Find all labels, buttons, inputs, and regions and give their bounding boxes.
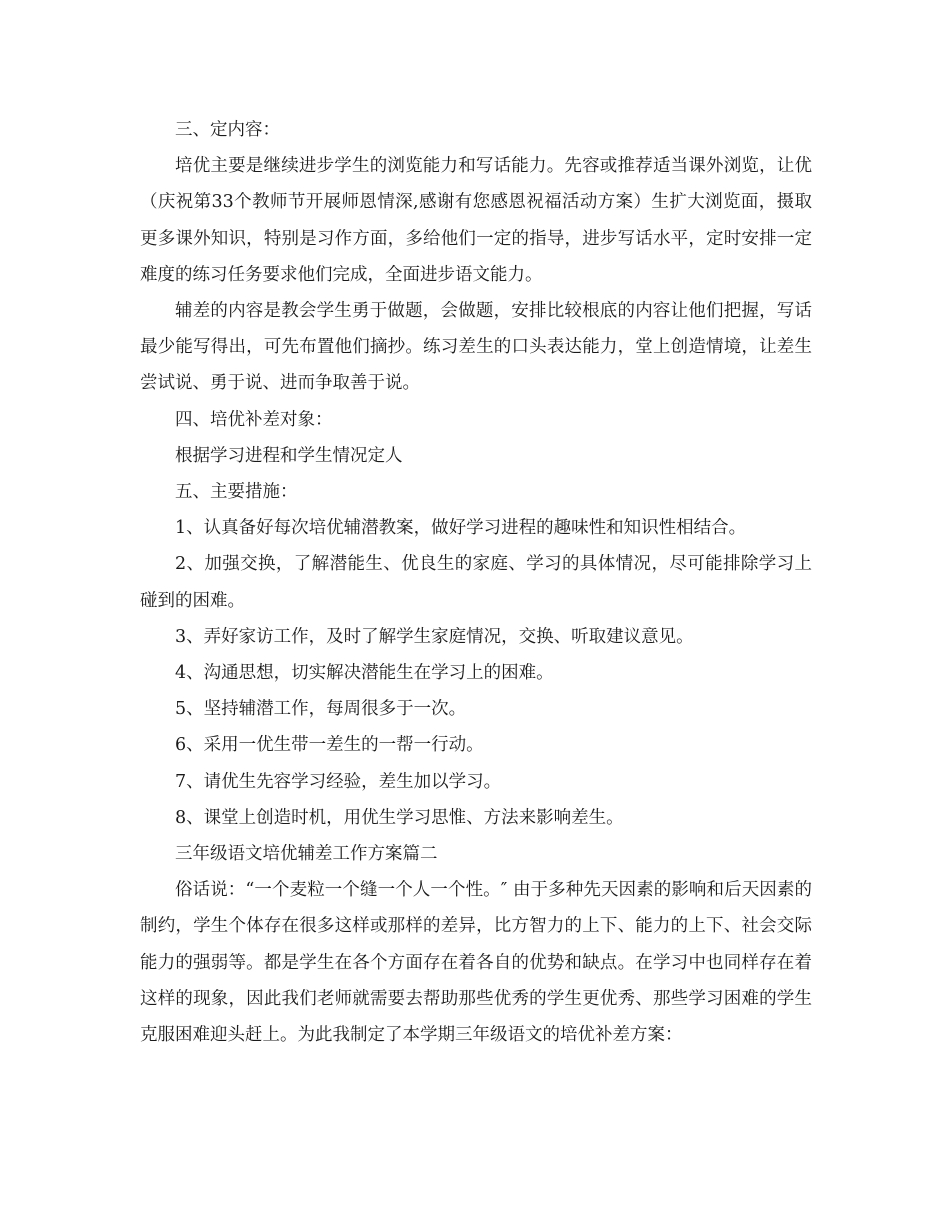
measure-item-7: 7、请优生先容学习经验，差生加以学习。 <box>175 771 502 792</box>
measure-item-1: 1、认真备好每次培优辅潜教案，做好学习进程的趣味性和知识性相结合。 <box>175 518 747 539</box>
document-body <box>140 112 812 1053</box>
heading-targets: 四、培优补差对象： <box>175 409 333 430</box>
paragraph-introduction: 俗话说：“一个麦粒一个缝一个人一个性。″ 由于多种先天因素的影响和后天因素的制约，学生个体存在很多这样或那样的差异，比方智力的上下、能力的上下、社会交际能力的强弱等。都是学生在各个方面存在着各自的优势和缺点。在学习中也同样存在着这样的现象，因此我们老师就需要去帮助那些优秀的学生更优秀、那些学习困难的学生克服困难迎头赶上。为此我制定了本学期三年级语文的培优补差方案： <box>140 880 812 1046</box>
heading-measures: 五、主要措施： <box>175 482 298 503</box>
paragraph-targets: 根据学习进程和学生情况定人 <box>175 445 403 466</box>
measure-item-4: 4、沟通思想，切实解决潜能生在学习上的困难。 <box>175 663 554 684</box>
section-title-plan-two: 三年级语文培优辅差工作方案篇二 <box>175 844 438 865</box>
measure-item-8: 8、课堂上创造时机，用优生学习思惟、方法来影响差生。 <box>175 807 624 828</box>
measure-item-2: 2、加强交换，了解潜能生、优良生的家庭、学习的具体情况，尽可能排除学习上碰到的困难。 <box>140 554 812 611</box>
paragraph-advanced-students: 培优主要是继续进步学生的浏览能力和写话能力。先容或推荐适当课外浏览，让优（庆祝第33个教师节开展师恩情深,感谢有您感恩祝福活动方案）生扩大浏览面，摄取更多课外知识，特别是习作方面，多给他们一定的指导，进步写话水平，定时安排一定难度的练习任务要求他们完成，全面进步语文能力。 <box>140 156 812 285</box>
measure-item-6: 6、采用一优生带一差生的一帮一行动。 <box>175 735 484 756</box>
measure-item-5: 5、坚持辅潜工作，每周很多于一次。 <box>175 699 467 720</box>
paragraph-struggling-students: 辅差的内容是教会学生勇于做题，会做题，安排比较根底的内容让他们把握，写话最少能写得出，可先布置他们摘抄。练习差生的口头表达能力，堂上创造情境，让差生尝试说、勇于说、进而争取善于说。 <box>140 301 812 394</box>
measure-item-3: 3、弄好家访工作，及时了解学生家庭情况，交换、听取建议意见。 <box>175 626 694 647</box>
heading-content: 三、定内容： <box>175 120 280 140</box>
